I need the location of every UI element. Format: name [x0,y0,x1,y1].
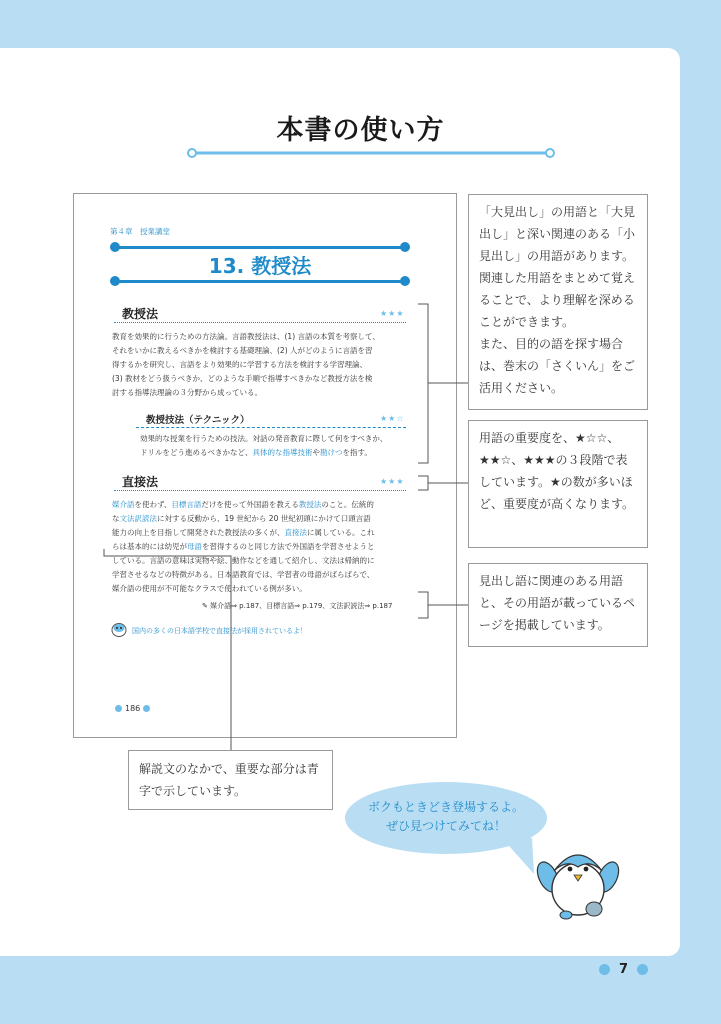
note-importance-stars: 用語の重要度を、★☆☆、★★☆、★★★の３段階で表しています。★の数が多いほど、重要度が高くなります。 [468,420,648,548]
blue-keyword: 文法訳読法 [119,514,157,523]
body-line: している。言語の意味は実物や絵、動作などを通して紹介し、文法は帰納的に [112,556,375,565]
page-number-dot [637,964,648,975]
blue-keyword: 教授法 [298,500,322,509]
blue-keyword: 母語 [187,542,202,551]
body-line: 教育を効果的に行うための方法論。言語教授法は、(1) 言語の本質を考察して、 [112,332,380,341]
blue-keyword: 目標言語 [171,500,202,509]
note-blue-text: 解説文のなかで、重要な部分は青字で示しています。 [128,750,333,810]
importance-stars: ★★★ [380,477,405,486]
body-line: らは基本的には幼児が母語を習得するのと同じ方法で外国語を学習させようと [112,542,375,551]
body-line: 媒介語の使用が不可能なクラスで使われている例が多い。 [112,584,307,593]
body-line: 効果的な授業を行うための技法。対話の発音教育に際して何をすべきか、 [140,434,388,443]
note-reference-pages: 見出し語に関連のある用語と、その用語が載っているページを掲載しています。 [468,563,648,647]
sub-term-technique: 教授技法（テクニック） [146,415,250,426]
chapter-label: 第４章 授業講堂 [110,227,170,236]
body-line: それをいかに教えるべきかを検討する基礎理論、(2) 人がどのように言語を習 [112,346,373,355]
blue-keyword: 具体的な指導技術 [252,448,313,457]
penguin-tip: 国内の多くの日本語学校で直接法が採用されているよ！ [132,627,307,635]
body-line: 学習させるなどの特徴がある。日本語教育では、学習者の母語がばらばらで、 [112,570,375,579]
blue-keyword: 直接法 [284,528,307,537]
section-heading: 13. 教授法 [208,254,312,278]
bubble-line: ボクもときどき登場するよ。 [367,800,524,814]
note-related-terms: 「大見出し」の用語と「大見出し」と深い関連のある「小見出し」の用語があります。関連した用語をまとめて覚えることで、より理解を深めることができます。 また、目的の語を探す場合は、巻末の「さくいん」をご活用ください。 [468,194,648,410]
entry-term-kyojuho: 教授法 [122,307,159,321]
body-line: 得するかを研究し、言語をより効果的に学習する方法を検討する学習理論、 [112,360,367,369]
page-number-dot [599,964,610,975]
body-line: 討する指導法理論の３分野から成っている。 [112,388,262,397]
page-title: 本書の使い方 [276,115,445,146]
entry-term-chokusetsuho: 直接法 [122,475,159,489]
bubble-line: ぜひ見つけてみてね！ [385,819,506,833]
blue-keyword: 媒介語 [112,500,135,509]
pencil-icon: ✎ [202,602,211,610]
body-line: (3) 教材をどう扱うべきか、どのような手順で指導すべきかなど教授方法を検 [112,374,373,383]
related-terms: ✎ 媒介語⇒ p.187、目標言語⇒ p.179、文法訳読法⇒ p.187 [202,602,393,610]
sample-folio: 186 [112,704,153,713]
importance-stars: ★★★ [380,309,405,318]
importance-stars: ★★☆ [380,414,405,423]
body-line: 媒介語を使わず、目標言語だけを使って外国語を教える教授法のこと。伝統的 [112,500,374,509]
page-number: 7 [590,962,657,977]
body-line: 能力の向上を目指して開発された教授法の多くが、直接法に属している。これ [112,528,375,537]
penguin-mascot-icon [536,833,620,923]
body-line: な文法訳読法に対する反動から、19 世紀から 20 世紀初頭にかけて口頭言語 [112,514,371,523]
body-line: ドリルをどう進めるべきかなど、具体的な指導技術や勘けつを指す。 [140,448,372,457]
blue-keyword: 勘けつ [320,448,343,457]
